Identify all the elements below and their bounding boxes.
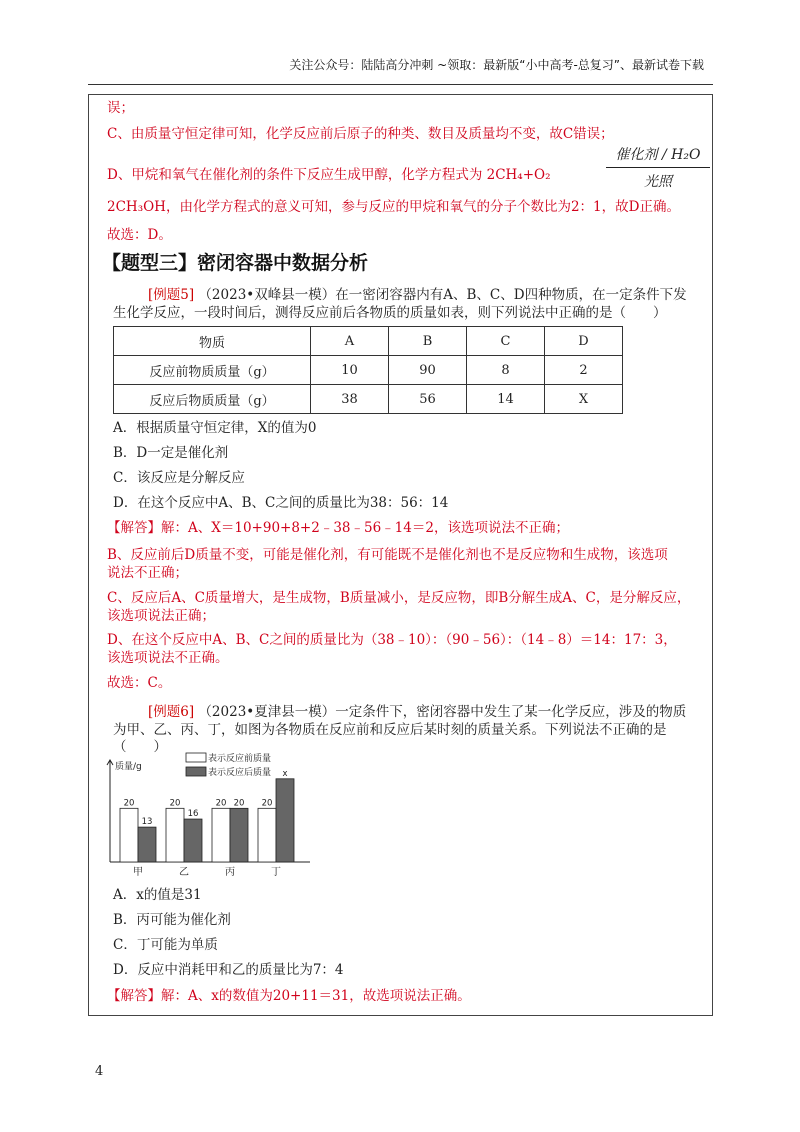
example6-stem-3: （ ）: [113, 739, 167, 755]
condition-top: 催化剂 / H₂O: [615, 147, 701, 163]
option-d: D．反应中消耗甲和乙的质量比为7：4: [113, 962, 344, 978]
page-number: 4: [95, 1064, 104, 1079]
data-label: 20: [169, 798, 181, 809]
category-label: 甲: [133, 867, 143, 878]
bar: [230, 808, 248, 862]
answer-b-cont: 说法不正确；: [107, 565, 188, 581]
table-cell: 38: [311, 385, 389, 414]
table-header: 物质: [114, 327, 311, 356]
option-c: C．丁可能为单质: [113, 937, 218, 953]
data-label: 20: [215, 798, 227, 809]
answer-a: 解：A、X＝10+90+8+2﹣38﹣56﹣14＝2，该选项说法不正确；: [161, 520, 569, 536]
table-cell: 2: [545, 356, 623, 385]
example6-stem-2: 为甲、乙、丙、丁，如图为各物质在反应前和反应后某时刻的质量关系。下列说法不正确的是: [113, 722, 667, 738]
condition-bottom: 光照: [644, 174, 672, 190]
data-label: 16: [187, 809, 199, 820]
answer-choice-prev: 故选：D。: [107, 227, 172, 243]
legend-swatch: [186, 767, 206, 776]
table-header-row: [114, 327, 623, 356]
legend-label: 表示反应前质量: [208, 754, 272, 764]
section-title: 【题型三】密闭容器中数据分析: [102, 252, 369, 274]
example5-stem-1: （2023•双峰县一模）在一密闭容器内有A、B、C、D四种物质，在一定条件下发: [198, 287, 687, 303]
category-label: 乙: [179, 867, 189, 878]
answer-a: 解：A、x的数值为20+11＝31，故选项说法正确。: [161, 988, 471, 1004]
answer-a-line: [107, 986, 471, 1006]
legend-label: 表示反应后质量: [208, 768, 272, 778]
condition-bar: [606, 167, 710, 168]
table-cell: 14: [467, 385, 545, 414]
table-header: C: [467, 327, 545, 356]
explanation-c: C、由质量守恒定律可知，化学反应前后原子的种类、数目及质量均不变，故C错误；: [107, 126, 614, 142]
option-b: B．丙可能为催化剂: [113, 912, 231, 928]
mass-bar-chart: [100, 750, 330, 880]
option-d: D．在这个反应中A、B、C之间的质量比为38：56：14: [113, 495, 449, 511]
bar: [184, 819, 202, 862]
option-a: A．x的值是31: [113, 887, 202, 903]
example5-stem: [148, 285, 687, 305]
bar: [138, 827, 156, 862]
answer-label: 【解答】: [107, 520, 161, 536]
data-label: 13: [141, 817, 153, 828]
table-cell: 8: [467, 356, 545, 385]
y-axis-label: 质量/g: [115, 762, 142, 772]
bar: [258, 808, 276, 862]
table-cell: X: [545, 385, 623, 414]
example5-stem-2: 生化学反应，一段时间后，测得反应前后各物质的质量如表，则下列说法中正确的是（ ）: [113, 305, 667, 321]
category-label: 丙: [225, 867, 235, 878]
answer-d: D、在这个反应中A、B、C之间的质量比为（38﹣10）：（90﹣56）：（14﹣8）＝14：17：3，: [107, 632, 677, 648]
data-label: 20: [233, 798, 245, 809]
answer-d-cont: 该选项说法不正确。: [107, 650, 229, 666]
option-a: A．根据质量守恒定律，X的值为0: [113, 420, 317, 436]
table-cell: 90: [389, 356, 467, 385]
mass-table: [113, 326, 623, 414]
option-c: C．该反应是分解反应: [113, 470, 245, 486]
bar: [276, 779, 294, 862]
answer-c-cont: 该选项说法正确；: [107, 608, 215, 624]
table-row: [114, 385, 623, 414]
option-b: B．D一定是催化剂: [113, 445, 229, 461]
category-label: 丁: [271, 867, 281, 878]
answer-a-line: [107, 518, 569, 538]
table-header: A: [311, 327, 389, 356]
table-cell: 10: [311, 356, 389, 385]
answer-choice: 故选：C。: [107, 675, 172, 691]
explanation-d: D、甲烷和氧气在催化剂的条件下反应生成甲醇，化学方程式为 2CH₄+O₂: [107, 167, 551, 183]
table-row: [114, 356, 623, 385]
explanation-d-cont: 2CH₃OH，由化学方程式的意义可知，参与反应的甲烷和氧气的分子个数比为2：1，故D正确。: [107, 199, 680, 215]
example6-label: [例题6]: [148, 704, 195, 720]
table-cell: 56: [389, 385, 467, 414]
answer-b: B、反应前后D质量不变，可能是催化剂，有可能既不是催化剂也不是反应物和生成物，该选项: [107, 547, 668, 563]
table-header: D: [545, 327, 623, 356]
bar: [120, 808, 138, 862]
continued-text: 误；: [107, 100, 134, 116]
answer-c: C、反应后A、C质量增大，是生成物，B质量减小，是反应物，即B分解生成A、C，是分解反应，: [107, 590, 691, 606]
example6-stem: [148, 702, 686, 722]
data-label: 20: [261, 798, 273, 809]
bar: [166, 808, 184, 862]
example5-label: [例题5]: [148, 287, 195, 303]
legend-swatch: [186, 753, 206, 762]
page-header: 关注公众号：陆陆高分冲刺 ~领取：最新版“小中高考-总复习”、最新试卷下载: [289, 58, 704, 72]
table-header: B: [389, 327, 467, 356]
data-label: 20: [123, 798, 135, 809]
data-label: x: [282, 768, 288, 779]
header-divider: [88, 84, 713, 85]
bar: [212, 808, 230, 862]
table-cell: 反应后物质质量（g）: [114, 385, 311, 414]
reaction-condition: [606, 144, 710, 191]
example6-stem-1: （2023•夏津县一模）一定条件下，密闭容器中发生了某一化学反应，涉及的物质: [198, 704, 687, 720]
table-cell: 反应前物质质量（g）: [114, 356, 311, 385]
answer-label: 【解答】: [107, 988, 161, 1004]
